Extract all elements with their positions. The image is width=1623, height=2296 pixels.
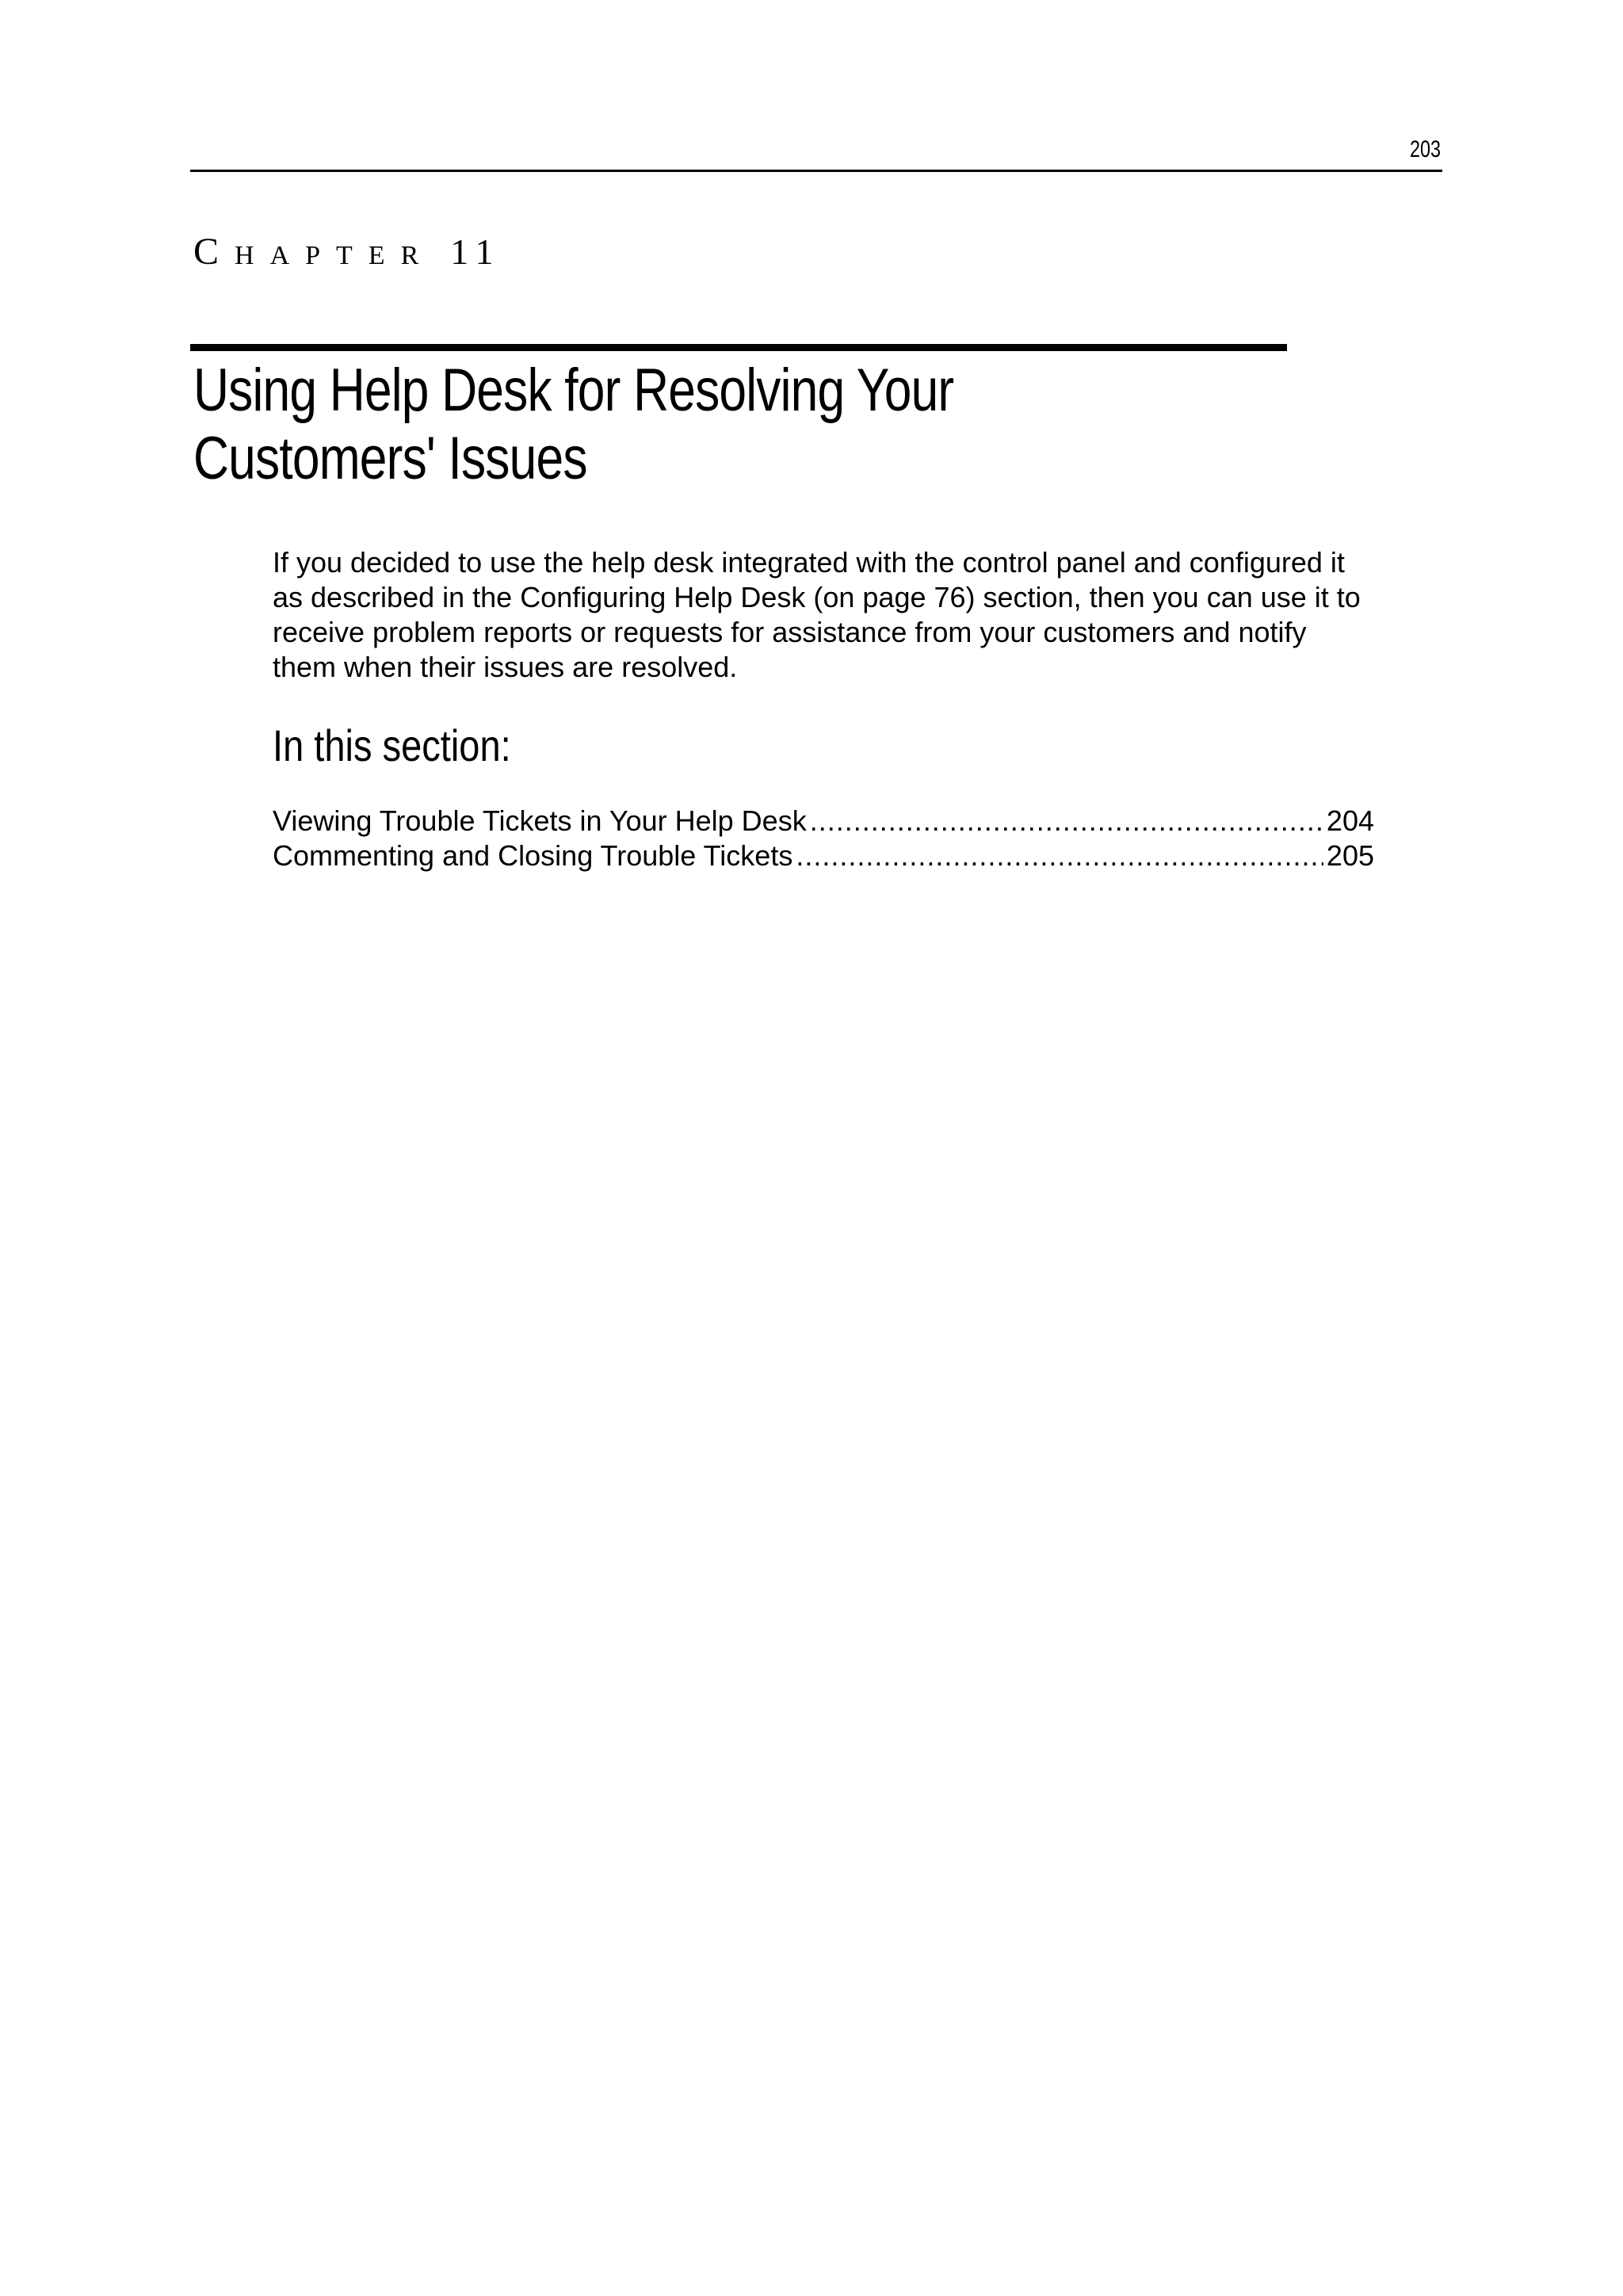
chapter-title-line: Customers' Issues bbox=[193, 425, 587, 492]
toc-leader-dots bbox=[796, 839, 1323, 873]
intro-line: If you decided to use the help desk integrated with the control panel and configured it bbox=[273, 546, 1345, 579]
toc-entry-page[interactable]: 204 bbox=[1326, 804, 1374, 837]
intro-paragraph bbox=[273, 545, 1445, 685]
chapter-label bbox=[193, 230, 502, 273]
intro-line: as described in the Configuring Help Desk (on page 76) section, then you can use it to bbox=[273, 581, 1361, 613]
chapter-title-line: Using Help Desk for Resolving Your bbox=[193, 357, 954, 424]
toc-entry-page[interactable]: 205 bbox=[1326, 839, 1374, 872]
chapter-title bbox=[193, 357, 1168, 493]
page-number: 203 bbox=[1409, 136, 1441, 162]
toc-entry-title[interactable]: Commenting and Closing Trouble Tickets bbox=[273, 839, 793, 872]
intro-line: them when their issues are resolved. bbox=[273, 651, 738, 683]
section-heading: In this section: bbox=[273, 720, 511, 770]
toc-leader-dots bbox=[810, 804, 1323, 839]
header-rule bbox=[190, 170, 1442, 172]
title-rule bbox=[190, 344, 1287, 351]
toc-entry-commenting-closing-tickets[interactable] bbox=[273, 839, 1374, 873]
toc-entry-title[interactable]: Viewing Trouble Tickets in Your Help Desk bbox=[273, 804, 807, 837]
chapter-label-initial: C bbox=[193, 231, 235, 273]
toc-entry-viewing-trouble-tickets[interactable] bbox=[273, 804, 1374, 839]
section-toc bbox=[273, 804, 1374, 873]
chapter-label-rest: HAPTER bbox=[235, 241, 435, 270]
chapter-number: 11 bbox=[450, 231, 502, 272]
intro-line: receive problem reports or requests for assistance from your customers and notify bbox=[273, 616, 1307, 648]
